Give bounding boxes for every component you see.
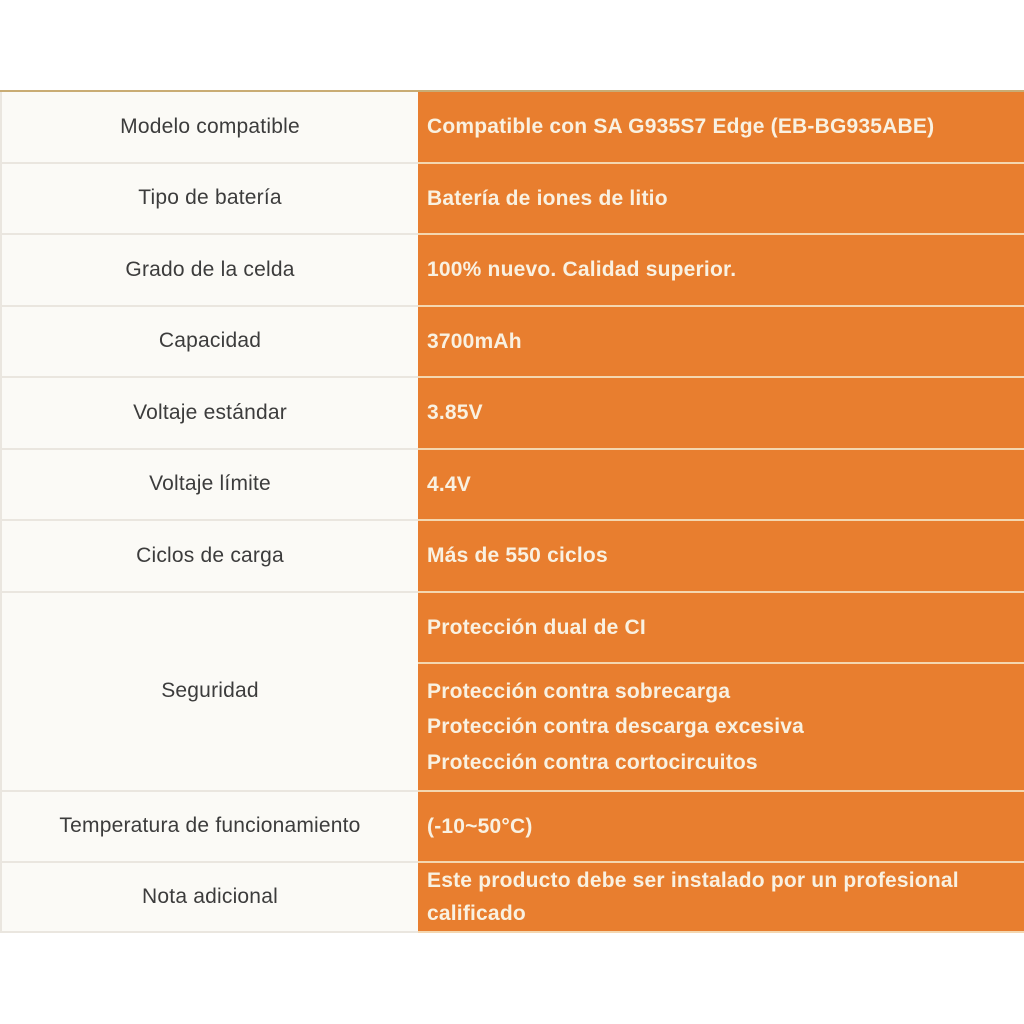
table-row: [0, 521, 1024, 593]
spec-label-voltaje-limite: Voltaje límite: [0, 450, 418, 522]
proteccion-cortocircuito: Protección contra cortocircuitos: [427, 750, 758, 774]
table-row: [0, 307, 1024, 379]
table-row: [0, 792, 1024, 864]
spec-value-protecciones: [418, 664, 1024, 792]
spec-value-temperatura: (-10~50°C): [418, 792, 1024, 864]
spec-value-voltaje-limite: 4.4V: [418, 450, 1024, 522]
spec-label-modelo-compatible: Modelo compatible: [0, 92, 418, 164]
table-row: [0, 378, 1024, 450]
spec-value-proteccion-dual: Protección dual de CI: [418, 593, 1024, 665]
security-value-group: [418, 593, 1024, 792]
spec-value-modelo-compatible: Compatible con SA G935S7 Edge (EB-BG935ABE): [418, 92, 1024, 164]
table-row: [0, 164, 1024, 236]
spec-label-temperatura: Temperatura de funcionamiento: [0, 792, 418, 864]
table-row: [0, 92, 1024, 164]
spec-value-tipo-bateria: Batería de iones de litio: [418, 164, 1024, 236]
spec-label-ciclos-carga: Ciclos de carga: [0, 521, 418, 593]
spec-value-ciclos-carga: Más de 550 ciclos: [418, 521, 1024, 593]
spec-value-voltaje-estandar: 3.85V: [418, 378, 1024, 450]
spec-label-voltaje-estandar: Voltaje estándar: [0, 378, 418, 450]
spec-label-seguridad: Seguridad: [0, 593, 418, 792]
proteccion-descarga: Protección contra descarga excesiva: [427, 715, 805, 738]
spec-label-nota-adicional: Nota adicional: [0, 863, 418, 933]
spec-label-capacidad: Capacidad: [0, 307, 418, 379]
spec-label-grado-celda: Grado de la celda: [0, 235, 418, 307]
table-row: [0, 235, 1024, 307]
table-row-security: [0, 593, 1024, 792]
spec-value-capacidad: 3700mAh: [418, 307, 1024, 379]
spec-value-nota-adicional: Este producto debe ser instalado por un profesional calificado: [418, 863, 1024, 933]
table-row: [0, 450, 1024, 522]
spec-label-tipo-bateria: Tipo de batería: [0, 164, 418, 236]
proteccion-sobrecarga: Protección contra sobrecarga: [427, 679, 731, 703]
table-row: [0, 863, 1024, 933]
spec-value-grado-celda: 100% nuevo. Calidad superior.: [418, 235, 1024, 307]
battery-spec-table: [0, 90, 1024, 933]
